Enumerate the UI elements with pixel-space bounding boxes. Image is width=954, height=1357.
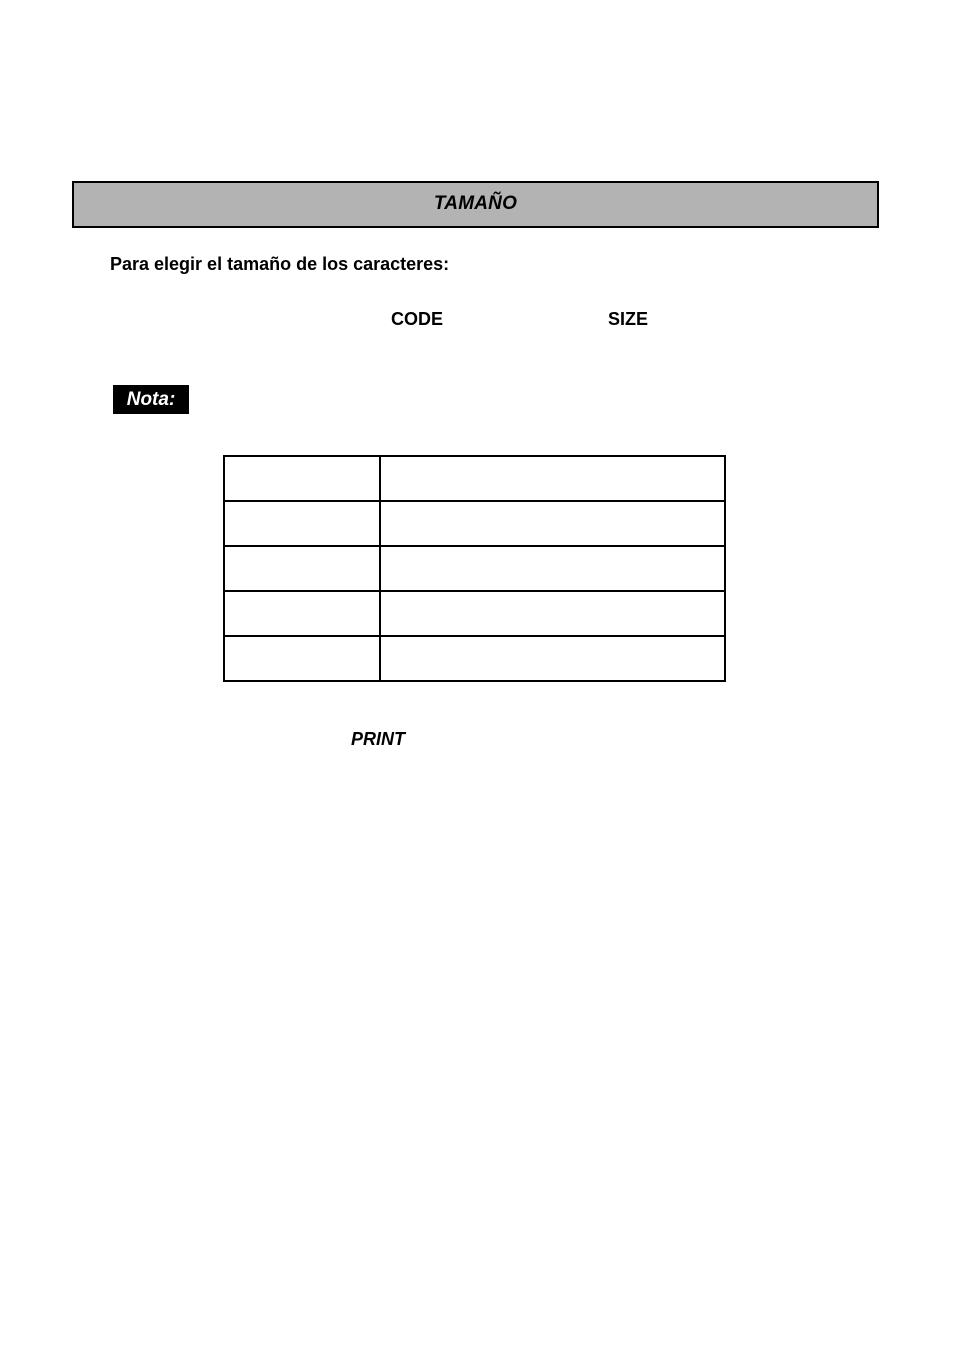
table-cell — [224, 546, 380, 591]
table-cell — [380, 591, 725, 636]
table-row — [224, 636, 725, 681]
table-cell — [380, 546, 725, 591]
print-key-label: PRINT — [351, 729, 405, 749]
note-badge: Nota: — [113, 385, 189, 414]
table-cell — [224, 591, 380, 636]
table-cell — [224, 636, 380, 681]
table-row — [224, 456, 725, 501]
table-cell — [380, 636, 725, 681]
table-cell — [380, 456, 725, 501]
table-cell — [224, 501, 380, 546]
size-key-label: SIZE — [608, 309, 649, 329]
table-row — [224, 501, 725, 546]
intro-text: Para elegir el tamaño de los caracteres: — [110, 254, 450, 274]
table-row — [224, 546, 725, 591]
size-table — [223, 455, 726, 682]
code-key-label: CODE — [391, 309, 444, 329]
table-cell — [380, 501, 725, 546]
table-row — [224, 591, 725, 636]
section-header — [72, 181, 879, 228]
table-cell — [224, 456, 380, 501]
section-title: TAMAÑO — [433, 193, 518, 214]
